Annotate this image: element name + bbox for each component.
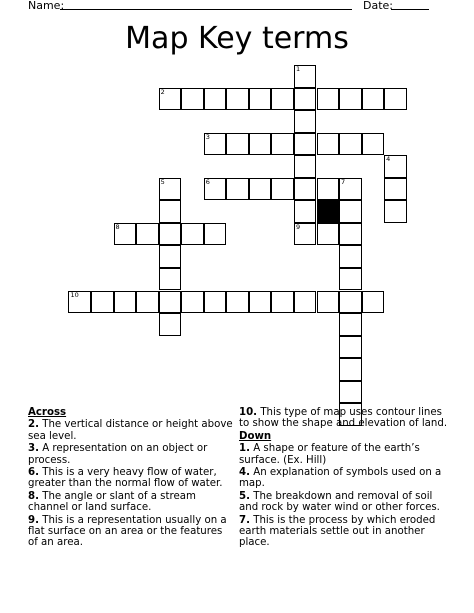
clue-number: 1.	[239, 443, 250, 455]
clue-number: 4.	[239, 467, 250, 479]
crossword-cell[interactable]	[204, 223, 227, 246]
crossword-cell[interactable]	[317, 291, 340, 314]
across-clue	[28, 419, 234, 442]
crossword-cell[interactable]	[204, 291, 227, 314]
crossword-cell[interactable]	[226, 291, 249, 314]
crossword-cell[interactable]	[294, 200, 317, 223]
crossword-cell[interactable]	[317, 178, 340, 201]
cell-number: 3	[205, 132, 210, 141]
clue-text: The breakdown and removal of soil and rock by water wind or other forces.	[239, 490, 440, 514]
clue-text: This is the process by which eroded earth materials settle out in another place.	[239, 514, 436, 549]
crossword-cell[interactable]	[159, 291, 182, 314]
clue-text: A shape or feature of the earth’s surface. (Ex. Hill)	[239, 443, 420, 466]
crossword-cell[interactable]	[114, 291, 137, 314]
crossword-cell[interactable]	[339, 358, 362, 381]
crossword-cell[interactable]	[181, 291, 204, 314]
cell-number: 7	[341, 177, 346, 186]
down-clue	[239, 491, 451, 514]
across-clue	[28, 443, 234, 466]
crossword-cell[interactable]	[317, 223, 340, 246]
down-heading: Down	[239, 430, 272, 442]
clue-text: An explanation of symbols used on a map.	[239, 467, 442, 490]
crossword-cell[interactable]	[204, 178, 227, 201]
crossword-cell[interactable]	[159, 245, 182, 268]
crossword-cell[interactable]	[339, 200, 362, 223]
clue-number: 7.	[239, 514, 250, 526]
across-clue	[239, 407, 451, 430]
crossword-cell[interactable]	[249, 88, 272, 111]
crossword-cell[interactable]	[226, 178, 249, 201]
clue-text: The angle or slant of a stream channel or land surface.	[28, 490, 196, 514]
crossword-cell[interactable]	[384, 178, 407, 201]
crossword-cell[interactable]	[294, 133, 317, 156]
cell-number: 1	[295, 65, 301, 73]
crossword-cell[interactable]	[271, 88, 294, 111]
clues-right-column	[239, 407, 451, 550]
crossword-cell[interactable]	[181, 223, 204, 246]
clue-text: A representation on an object or process.	[28, 443, 208, 466]
crossword-cell[interactable]	[339, 381, 362, 404]
crossword-cell[interactable]	[294, 178, 317, 201]
crossword-cell[interactable]	[204, 133, 227, 156]
down-clue	[239, 443, 451, 466]
crossword-cell[interactable]	[159, 313, 182, 336]
clue-number: 6.	[28, 467, 39, 479]
crossword-black-cell	[317, 200, 340, 223]
crossword-cell[interactable]	[339, 336, 362, 359]
crossword-cell[interactable]	[317, 133, 340, 156]
crossword-cell[interactable]	[339, 268, 362, 291]
crossword-cell[interactable]	[226, 133, 249, 156]
crossword-cell[interactable]	[91, 291, 114, 314]
down-clue	[239, 467, 451, 490]
clue-number: 2.	[28, 419, 39, 431]
crossword-cell[interactable]	[249, 178, 272, 201]
crossword-cell[interactable]	[294, 155, 317, 178]
crossword-cell[interactable]	[294, 291, 317, 314]
clues-left-column	[28, 407, 234, 550]
crossword-cell[interactable]	[271, 291, 294, 314]
clue-number: 8.	[28, 490, 39, 502]
across-clue	[28, 491, 234, 514]
clue-text: This is a representation usually on a flat surface on an area or the features of an area.	[28, 514, 227, 549]
cell-number: 5	[160, 177, 165, 186]
clue-text: This type of map uses contour lines to show the shape and elevation of land.	[239, 407, 448, 430]
across-clue	[28, 467, 234, 490]
crossword-cell[interactable]	[249, 291, 272, 314]
clue-number: 3.	[28, 443, 39, 455]
crossword-cell[interactable]	[339, 291, 362, 314]
crossword-cell[interactable]	[362, 133, 385, 156]
crossword-cell[interactable]	[204, 88, 227, 111]
crossword-cell[interactable]	[339, 133, 362, 156]
across-heading: Across	[28, 407, 67, 418]
crossword-cell[interactable]	[317, 88, 340, 111]
crossword-cell[interactable]	[159, 178, 182, 201]
clue-number: 10.	[239, 407, 258, 418]
crossword-cell[interactable]	[339, 313, 362, 336]
crossword-cell[interactable]	[339, 178, 362, 201]
cell-number: 10	[70, 290, 79, 299]
crossword-cell[interactable]	[294, 65, 317, 88]
date-line	[391, 9, 429, 10]
crossword-cell[interactable]	[362, 291, 385, 314]
name-line	[60, 9, 352, 10]
crossword-cell[interactable]	[339, 245, 362, 268]
crossword-cell[interactable]	[226, 88, 249, 111]
crossword-cell[interactable]	[339, 88, 362, 111]
crossword-cell[interactable]	[384, 88, 407, 111]
crossword-cell[interactable]	[159, 268, 182, 291]
name-label: Name:	[28, 0, 65, 12]
clue-number: 9.	[28, 514, 39, 526]
crossword-cell[interactable]	[294, 110, 317, 133]
crossword-cell[interactable]	[249, 133, 272, 156]
crossword-cell[interactable]	[294, 223, 317, 246]
crossword-cell[interactable]	[114, 223, 137, 246]
crossword-cell[interactable]	[68, 291, 91, 314]
crossword-cell[interactable]	[136, 291, 159, 314]
crossword-cell[interactable]	[271, 178, 294, 201]
date-label: Date:	[363, 0, 393, 12]
crossword-cell[interactable]	[159, 88, 182, 111]
page-title: Map Key terms	[125, 21, 349, 56]
cell-number: 8	[115, 222, 120, 231]
cell-number: 9	[295, 222, 301, 231]
crossword-cell[interactable]	[271, 133, 294, 156]
crossword-cell[interactable]	[159, 223, 182, 246]
clue-text: This is a very heavy flow of water, greater than the normal flow of water.	[28, 467, 223, 490]
cell-number: 6	[205, 177, 210, 186]
crossword-cell[interactable]	[294, 88, 317, 111]
clue-number: 5.	[239, 490, 250, 502]
crossword-cell[interactable]	[159, 200, 182, 223]
across-clue	[28, 515, 234, 549]
clue-text: The vertical distance or height above sea level.	[28, 419, 233, 442]
down-clue	[239, 515, 451, 549]
crossword-cell[interactable]	[339, 223, 362, 246]
crossword-cell[interactable]	[384, 200, 407, 223]
crossword-cell[interactable]	[362, 88, 385, 111]
crossword-cell[interactable]	[384, 155, 407, 178]
crossword-cell[interactable]	[181, 88, 204, 111]
cell-number: 4	[386, 155, 391, 164]
cell-number: 2	[160, 87, 165, 96]
crossword-cell[interactable]	[136, 223, 159, 246]
